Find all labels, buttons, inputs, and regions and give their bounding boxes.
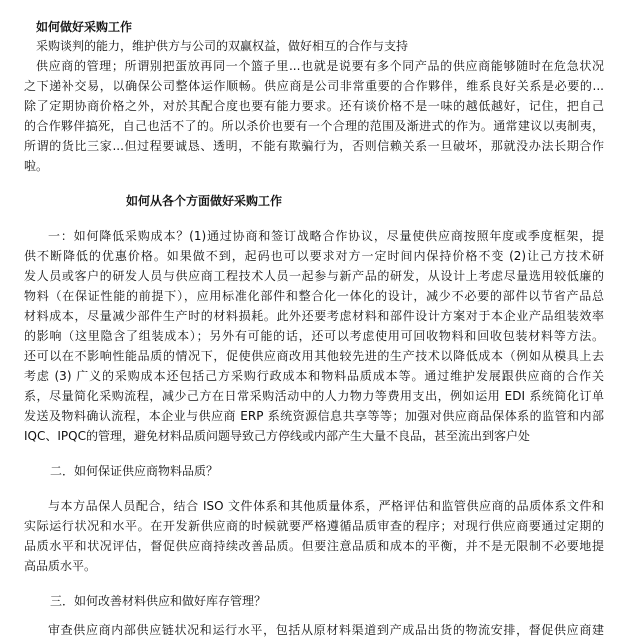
q1-line-2: 供不断降低的优惠价格。如果做不到，起码也可以要求对方一定时间内保持价格不变 (2)让己方技术研 [24,249,604,263]
q2-line-4: 高品质水平。 [24,559,97,573]
q1-line-4: 物料（在保证性能的前提下），应用标准化部件和整合化一体化的设计，减少不必要的部件以节省产品总 [24,289,604,303]
section1-line-7: 啦。 [24,159,49,173]
q1-line-3: 发人员或客户的研发人员与供应商工程技术人员一起参与新产品的研发，从设计上考虑尽量选用较低廉的 [24,269,604,283]
q1-line-6: 的影响（这里隐含了组装成本）；另外有可能的话，还可以考虑使用可回收物料和回收包装材料等方法。 [24,329,604,343]
q1-line-5: 材料成本，尽量减少部件生产时的材料损耗。此外还要考虑材料和部件设计方案对于本企业产品组装效率 [24,309,604,323]
section1-line-1: 采购谈判的能力，维护供方与公司的双赢权益，做好相互的合作与支持 [36,39,409,53]
section1-line-5: 的合作夥伴搞死，自己也活不了的。所以杀价也要有一个合理的范围及渐进式的作为。通常建议以夷制夷， [24,119,604,133]
section1-line-2: 供应商的管理；所谓别把蛋放再同一个篮子里...也就是说要有多个同产品的供应商能够随时在危急状况 [36,59,604,73]
q1-line-7: 还可以在不影响性能品质的情况下，促使供应商改用其他较先进的生产技术以降低成本（例如从模具上去 [24,349,604,363]
q1-line-10: 发送及物料确认流程，本企业与供应商 ERP 系统资源信息共享等等；加强对供应商品保体系的监管和内部 [24,409,604,423]
q1-line-9: 系，尽量简化采购流程，减少己方在日常采购活动中的人力物力等费用支出，例如运用 EDI 系统简化订单 [24,389,604,403]
section1-line-3: 之下递补交易，以确保公司整体运作顺畅。供应商是公司非常重要的合作夥伴，维系良好关系是必要的... [24,79,604,93]
q1-line-11: IQC、IPQC的管理，避免材料品质问题导致己方停线或内部产生大量不良品，甚至流出到客户处 [24,429,530,443]
section2-title: 如何从各个方面做好采购工作 [126,194,283,208]
q2-line-2: 实际运行状况和水平。在开发新供应商的时候就要严格遵循品质审查的程序；对现行供应商要通过定期的 [24,519,604,533]
section1-line-6: 所谓的货比三家...但过程要诚恳、透明，不能有欺骗行为，否则信赖关系一旦破坏，那就没办法长期合作 [24,139,604,153]
q3-line-1: 审查供应商内部供应链状况和运行水平，包括从原材料渠道到产成品出货的物流安排，督促供应商建 [48,623,604,637]
section1-title: 如何做好采购工作 [36,20,133,34]
q1-line-8: 考虑 (3) 广义的采购成本还包括己方采购行政成本和物料品质成本等。通过维护发展跟供应商的合作关 [24,369,604,383]
q2-heading: 二．如何保证供应商物料品质？ [50,464,219,478]
q3-heading: 三．如何改善材料供应和做好库存管理？ [50,594,267,608]
q2-line-3: 品质水平和状况评估，督促供应商持续改善品质。但要注意品质和成本的平衡，并不是无限制不必要地提 [24,539,604,553]
q1-line-1: 一：如何降低采购成本？(1)通过协商和签订战略合作协议，尽量使供应商按照年度或季度框架，提 [48,229,604,243]
q2-line-1: 与本方品保人员配合，结合 ISO 文件体系和其他质量体系，严格评估和监管供应商的品质体系文件和 [48,499,604,513]
section1-line-4: 除了定期协商价格之外，对於其配合度也要有能力要求。还有谈价格不是一味的越低越好，记住，把自己 [24,99,604,113]
